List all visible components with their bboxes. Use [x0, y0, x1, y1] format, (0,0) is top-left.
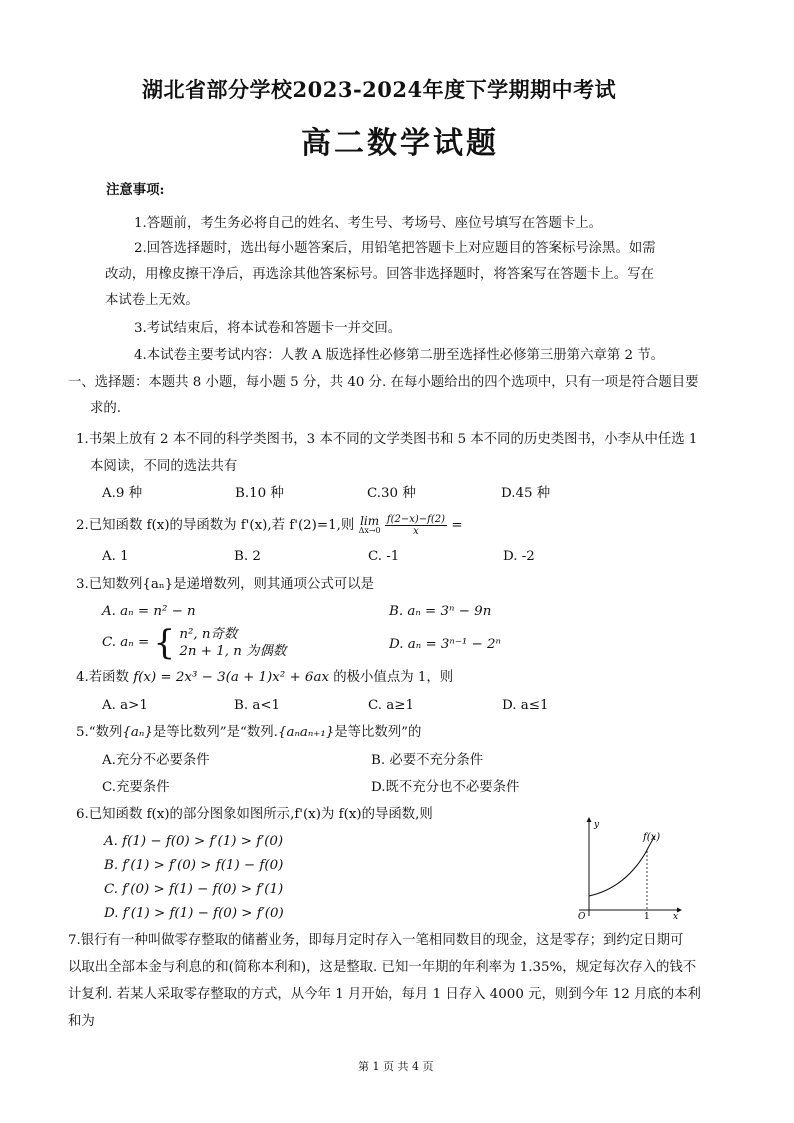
graph-y-label: y [594, 820, 600, 830]
q6-option-b: B. f′(1) > f′(0) > f(1) − f(0) [104, 858, 284, 873]
q2-option-d: D. -2 [503, 549, 535, 564]
q4-option-b: B. a<1 [234, 698, 281, 713]
q1-option-a: A.9 种 [102, 486, 143, 501]
q1-option-d: D.45 种 [501, 486, 551, 501]
q3-option-c-case-1: n², n奇数 [179, 627, 238, 642]
q3-option-c-cases [179, 626, 286, 660]
graph-curve [589, 836, 655, 896]
q3-option-d: D. aₙ = 3ⁿ⁻¹ − 2ⁿ [389, 637, 501, 652]
q5-option-b: B. 必要不充分条件 [371, 753, 484, 768]
q5-sequence-2: {aₙaₙ₊₁} [277, 725, 335, 740]
section-1-heading-line-1: 一、选择题：本题共 8 小题，每小题 5 分，共 40 分. 在每小题给出的四个选项中，只有一项是符合题目要 [68, 375, 699, 390]
q6-stem: 6.已知函数 f(x)的部分图象如图所示,f'(x)为 f(x)的导函数,则 [76, 807, 433, 822]
q2-limit-label: lim [360, 513, 380, 528]
q4-function: f(x) = 2x³ − 3(a + 1)x² + 6ax [133, 670, 329, 685]
q4-option-c: C. a≥1 [368, 698, 415, 713]
q5-option-a: A.充分不必要条件 [102, 753, 210, 768]
q5-stem-part-3: 是等比数列”的 [334, 725, 422, 740]
q5-stem [76, 724, 421, 742]
notice-item-4: 4.本试卷主要考试内容：人教 A 版选择性必修第二册至选择性必修第三册第六章第 2 节。 [134, 348, 665, 363]
q6-option-a: A. f(1) − f(0) > f′(1) > f′(0) [104, 834, 284, 849]
notice-item-1: 1.答题前，考生务必将自己的姓名、考生号、考场号、座位号填写在答题卡上。 [134, 216, 603, 231]
notice-item-2-line-1: 2.回答选择题时，选出每小题答案后，用铅笔把答题卡上对应题目的答案标号涂黑。如需 [134, 241, 656, 256]
section-1-heading-line-2: 求的. [90, 401, 122, 416]
q1-stem-line-2: 本阅读，不同的选法共有 [90, 459, 238, 474]
graph-tick-label: 1 [644, 912, 650, 920]
q2-limit [358, 513, 381, 536]
graph-y-axis-arrow [587, 817, 592, 822]
q3-stem: 3.已知数列{aₙ}是递增数列，则其通项公式可以是 [76, 577, 375, 592]
q7-stem-line-4: 和为 [68, 1014, 95, 1029]
q2-equals: = [451, 518, 463, 533]
q7-stem-line-2: 以取出全部本金与利息的和(简称本利和)，这是整取. 已知一年期的年利率为 1.35%，规定每次存入的钱不 [68, 960, 697, 975]
q4-stem-post: 的极小值点为 1，则 [333, 670, 454, 685]
q2-stem [76, 514, 463, 537]
q5-sequence-1: {aₙ} [122, 725, 153, 740]
q6-option-c: C. f′(0) > f(1) − f(0) > f′(1) [104, 882, 284, 897]
q3-option-c [102, 623, 287, 663]
q3-option-b: B. aₙ = 3ⁿ − 9n [389, 604, 492, 619]
notice-item-2-line-3: 本试卷上无效。 [105, 293, 199, 308]
graph-curve-label: f(x) [643, 832, 661, 843]
graph-origin-label: O [578, 912, 586, 920]
q5-option-d: D.既不充分也不必要条件 [371, 780, 520, 795]
q2-limit-sub: Δx→0 [358, 525, 381, 535]
q1-option-c: C.30 种 [367, 486, 416, 501]
q3-option-c-case-2: 2n + 1, n 为偶数 [179, 644, 287, 659]
q6-option-d: D. f′(1) > f(1) − f(0) > f′(0) [104, 906, 284, 921]
page-number: 第 1 页 共 4 页 [358, 1060, 434, 1073]
q7-stem-line-1: 7.银行有一种叫做零存整取的储蓄业务，即每月定时存入一笔相同数目的现金，这是零存；到约定日期可 [68, 933, 684, 948]
q6-function-graph [565, 816, 685, 920]
q4-stem-pre: 4.若函数 [76, 670, 129, 685]
q3-option-a: A. aₙ = n² − n [102, 604, 196, 619]
exam-title: 湖北省部分学校2023-2024年度下学期期中考试 [142, 77, 617, 102]
q4-stem [76, 669, 453, 687]
q3-option-c-prefix: C. aₙ = [102, 635, 150, 650]
q2-option-a: A. 1 [102, 549, 129, 564]
q5-stem-part-1: 5.“数列 [76, 725, 123, 740]
graph-x-label: x [673, 912, 679, 920]
q1-option-b: B.10 种 [235, 486, 284, 501]
q4-option-a: A. a>1 [102, 698, 148, 713]
q2-fraction-denominator: x [413, 526, 419, 537]
q7-stem-line-3: 计复利. 若某人采取零存整取的方式，从今年 1 月开始，每月 1 日存入 4000 元，则到今年 12 月底的本利 [68, 987, 701, 1002]
q1-stem-line-1: 1.书架上放有 2 本不同的科学类图书，3 本不同的文学类图书和 5 本不同的历史类图书，小李从中任选 1 [76, 432, 698, 447]
notice-item-3: 3.考试结束后，将本试卷和答题卡一并交回。 [134, 321, 402, 336]
q2-fraction [385, 514, 447, 537]
q5-option-c: C.充要条件 [102, 780, 170, 795]
q2-stem-text: 2.已知函数 f(x)的导函数为 f'(x),若 f'(2)=1,则 [76, 518, 355, 533]
q4-option-d: D. a≤1 [502, 698, 549, 713]
exam-subtitle: 高二数学试题 [301, 126, 499, 161]
q3-option-c-brace: { [153, 623, 176, 663]
q2-option-b: B. 2 [234, 549, 261, 564]
q5-stem-part-2: 是等比数列”是“数列. [152, 725, 278, 740]
notice-heading: 注意事项: [106, 182, 165, 198]
notice-item-2-line-2: 改动，用橡皮擦干净后，再选涂其他答案标号。回答非选择题时，将答案写在答题卡上。写在 [105, 267, 655, 282]
q2-fraction-numerator: f(2−x)−f(2) [386, 514, 446, 525]
q2-option-c: C. -1 [368, 549, 400, 564]
